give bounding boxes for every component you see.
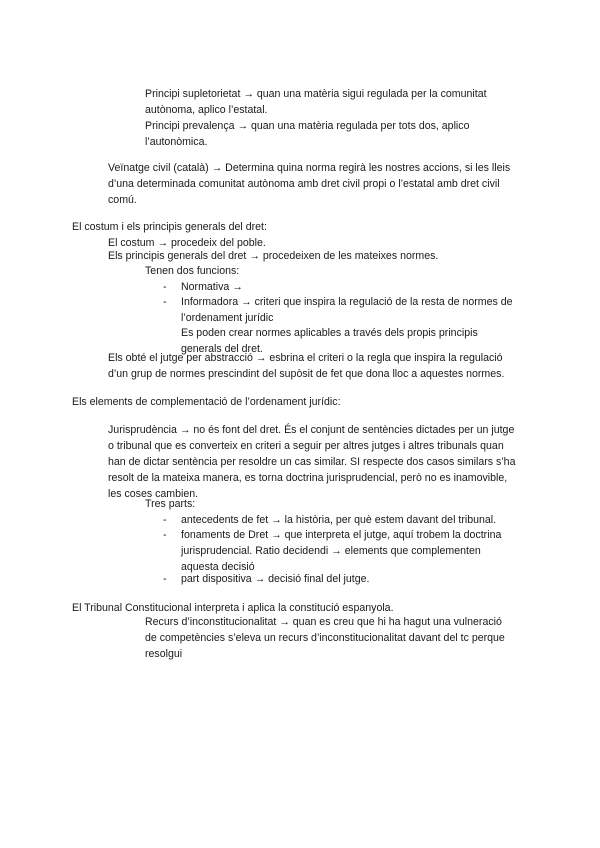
part-dispositiva: part dispositiva → decisió final del jutge. <box>181 573 370 585</box>
funcio-normativa: Normativa → <box>181 281 243 293</box>
part-antecedents: antecedents de fet → la història, per què estem davant del tribunal. <box>181 514 497 526</box>
tres-parts: Tres parts: <box>145 498 196 510</box>
tribunal-constitucional: El Tribunal Constitucional interpreta i aplica la constitució espanyola. <box>72 602 394 614</box>
veinatge-civil: Veïnatge civil (català) → Determina quina norma regirà les nostres accions, si les lleis d’una determinada comunitat autònoma amb dret civil propi o l’estatal amb dret civil comú. <box>108 162 511 206</box>
jurisprudencia: Jurisprudència → no és font del dret. És el conjunt de sentències dictades per un jutge o tribunal que es converteix en criteri a seguir per altres jutges i altres tribunals quan han de dictar sentència per resoldre un cas similar. SI respecte dos casos similars s’ha resolt de la mateixa manera, es torna doctrina jurisprudencial, però no es inamovible, les coses cambien. <box>108 424 516 500</box>
bullet-dash: - <box>163 529 167 541</box>
principi-prevalenca: Principi prevalença → quan una matèria regulada per tots dos, aplico l’autonòmica. <box>145 120 470 148</box>
bullet-dash: - <box>163 514 167 526</box>
abstraccio: Els obté el jutge per abstracció → esbrina el criteri o la regla que inspira la regulació d’un grup de normes prescindint del supòsit de fet que dona lloc a aquestes normes. <box>108 352 505 380</box>
elements-heading: Els elements de complementació de l’ordenament jurídic: <box>72 396 341 408</box>
principis-definition: Els principis generals del dret → procedeixen de les mateixes normes. <box>108 250 439 262</box>
funcio-informadora-detail: Es poden crear normes aplicables a través dels propis principis generals del dret. <box>181 327 478 355</box>
recurs-inconstitucionalitat: Recurs d’inconstitucionalitat → quan es creu que hi ha hagut una vulneració de competències s’eleva un recurs d’inconstitucionalitat davant del tc perque resolgui <box>145 616 505 660</box>
bullet-dash: - <box>163 573 167 585</box>
costum-definition: El costum → procedeix del poble. <box>108 237 266 249</box>
bullet-dash: - <box>163 296 167 308</box>
dues-funcions: Tenen dos funcions: <box>145 265 240 277</box>
part-fonaments: fonaments de Dret → que interpreta el jutge, aquí trobem la doctrina jurisprudencial. Ratio decidendi → elements que complementen aquesta decisió <box>181 529 502 573</box>
principi-supletorietat: Principi supletorietat → quan una matèria sigui regulada per la comunitat autònoma, aplico l’estatal. <box>145 88 487 116</box>
bullet-dash: - <box>163 281 167 293</box>
funcio-informadora: Informadora → criteri que inspira la regulació de la resta de normes de l’ordenament jurídic <box>181 296 513 324</box>
costum-heading: El costum i els principis generals del dret: <box>72 221 267 233</box>
